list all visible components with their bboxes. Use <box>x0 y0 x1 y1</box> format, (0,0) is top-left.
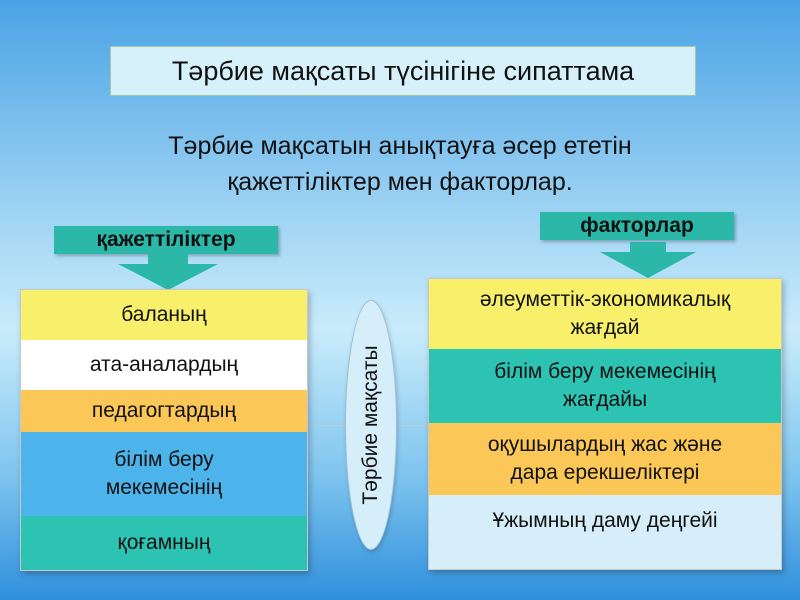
factors-item-socioeconomic <box>429 279 781 349</box>
subtitle-line-2: қажеттіліктер мен факторлар. <box>227 168 573 196</box>
needs-item-label: білім беру мекемесінің <box>105 448 223 499</box>
factors-tag: факторлар <box>540 212 734 240</box>
needs-item-label: ата-аналардың <box>89 353 239 376</box>
needs-item-child <box>21 290 307 340</box>
needs-item-society <box>21 516 307 570</box>
factors-item-line: әлеуметтік-экономикалық <box>479 288 731 311</box>
needs-panel <box>20 289 308 571</box>
factors-item-line: білім беру мекемесінің <box>494 360 716 383</box>
factors-item-institution <box>429 349 781 423</box>
factors-item-line: оқушылардың жас және <box>487 433 723 456</box>
slide-title: Тәрбие мақсаты түсінігіне сипаттама <box>110 46 696 96</box>
factors-item-collective <box>429 495 781 569</box>
needs-down-arrow-icon <box>118 254 218 290</box>
needs-item-institution <box>21 432 307 516</box>
subtitle-line-1: Тәрбие мақсатын анықтауға әсер ететін <box>168 132 632 160</box>
needs-tag: қажеттіліктер <box>54 226 278 254</box>
factors-item-line: жағдай <box>570 316 640 339</box>
factors-item-line: дара ерекшеліктері <box>510 461 700 484</box>
needs-item-label: баланың <box>121 303 207 326</box>
factors-item-line: Ұжымның даму деңгейі <box>492 509 718 532</box>
needs-item-teachers <box>21 390 307 432</box>
needs-item-label: педагогтардың <box>91 399 237 422</box>
factors-panel <box>428 278 782 570</box>
factors-item-age <box>429 423 781 495</box>
slide-subtitle <box>100 128 700 200</box>
center-label: Тәрбие мақсаты <box>359 345 382 505</box>
factors-down-arrow-icon <box>600 242 696 278</box>
needs-item-label: қоғамның <box>117 531 211 554</box>
factors-item-line: жағдайы <box>562 388 648 411</box>
needs-item-parents <box>21 340 307 390</box>
